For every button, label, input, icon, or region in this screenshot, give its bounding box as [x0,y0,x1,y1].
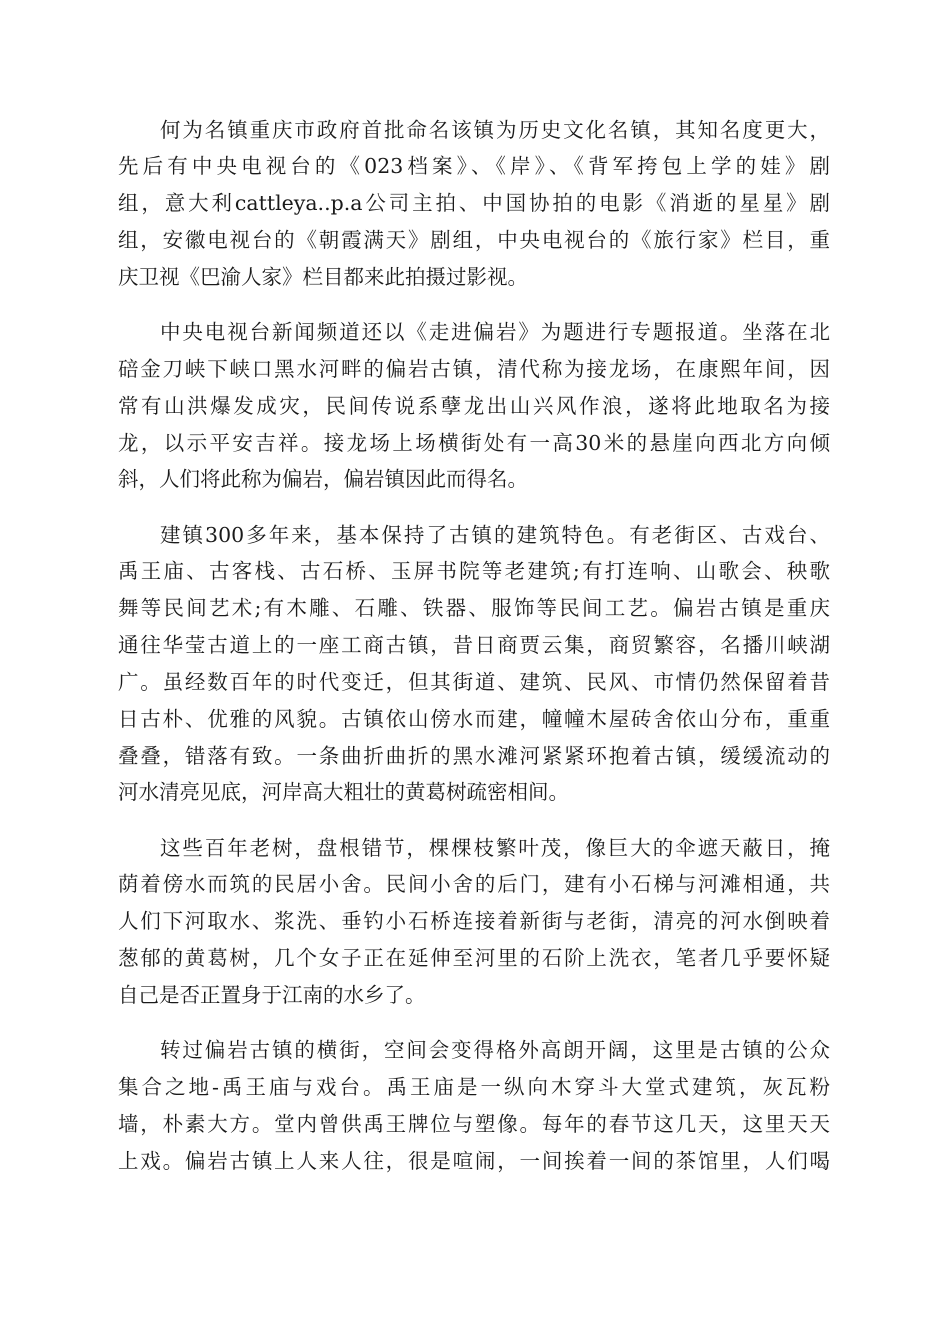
text-line: 河水清亮见底，河岸高大粗壮的黄葛树疏密相间。 [118,780,569,804]
text-line: 常有山洪爆发成灾，民间传说系孽龙出山兴风作浪，遂将此地取名为接 [118,394,830,418]
text-line: 人们下河取水、浆洗、垂钓小石桥连接着新街与老街，清亮的河水倒映着 [118,909,830,933]
text-line: 这些百年老树，盘根错节，棵棵枝繁叶茂，像巨大的伞遮天蔽日，掩 [160,836,830,860]
text-line: 斜，人们将此称为偏岩，偏岩镇因此而得名。 [118,467,528,491]
text-line: 荫着傍水而筑的民居小舍。民间小舍的后门，建有小石梯与河滩相通，共 [118,872,830,896]
text-line: 庆卫视《巴渝人家》栏目都来此拍摄过影视。 [118,265,528,289]
text-line: 建镇300多年来，基本保持了古镇的建筑特色。有老街区、古戏台、 [160,523,830,547]
text-line: 先后有中央电视台的《023档案》、《岸》、《背军挎包上学的娃》剧 [118,154,830,178]
text-line: 自己是否正置身于江南的水乡了。 [118,983,426,1007]
text-line: 通往华莹古道上的一座工商古镇，昔日商贾云集，商贸繁容，名播川峡湖 [118,633,830,657]
text-line: 组，安徽电视台的《朝霞满天》剧组，中央电视台的《旅行家》栏目，重 [118,228,830,252]
text-line: 转过偏岩古镇的横街，空间会变得格外高朗开阔，这里是古镇的公众 [160,1038,830,1062]
text-line: 禹王庙、古客栈、古石桥、玉屏书院等老建筑;有打连响、山歌会、秧歌 [118,559,830,583]
text-line: 葱郁的黄葛树，几个女子正在延伸至河里的石阶上洗衣，笔者几乎要怀疑 [118,946,830,970]
text-line: 舞等民间艺术;有木雕、石雕、铁器、服饰等民间工艺。偏岩古镇是重庆 [118,596,830,620]
text-line: 日古朴、优雅的风貌。古镇依山傍水而建，幢幢木屋砖舍依山分布，重重 [118,707,830,731]
text-line: 组，意大利cattleya..p.a公司主拍、中国协拍的电影《消逝的星星》剧 [118,191,830,215]
text-line: 叠叠，错落有致。一条曲折曲折的黑水滩河紧紧环抱着古镇，缓缓流动的 [118,744,830,768]
text-line: 广。虽经数百年的时代变迁，但其街道、建筑、民风、市情仍然保留着昔 [118,670,830,694]
text-line: 墙，朴素大方。堂内曾供禹王牌位与塑像。每年的春节这几天，这里天天 [118,1112,830,1136]
text-line: 集合之地-禹王庙与戏台。禹王庙是一纵向木穿斗大堂式建筑，灰瓦粉 [118,1075,830,1099]
text-line: 上戏。偏岩古镇上人来人往，很是喧闹，一间挨着一间的茶馆里，人们喝 [118,1149,830,1173]
text-line: 碚金刀峡下峡口黑水河畔的偏岩古镇，清代称为接龙场，在康熙年间，因 [118,357,830,381]
text-line: 何为名镇重庆市政府首批命名该镇为历史文化名镇，其知名度更大， [160,118,830,142]
text-line: 龙，以示平安吉祥。接龙场上场横街处有一高30米的悬崖向西北方向倾 [118,431,830,455]
text-line: 中央电视台新闻频道还以《走进偏岩》为题进行专题报道。坐落在北 [160,320,830,344]
